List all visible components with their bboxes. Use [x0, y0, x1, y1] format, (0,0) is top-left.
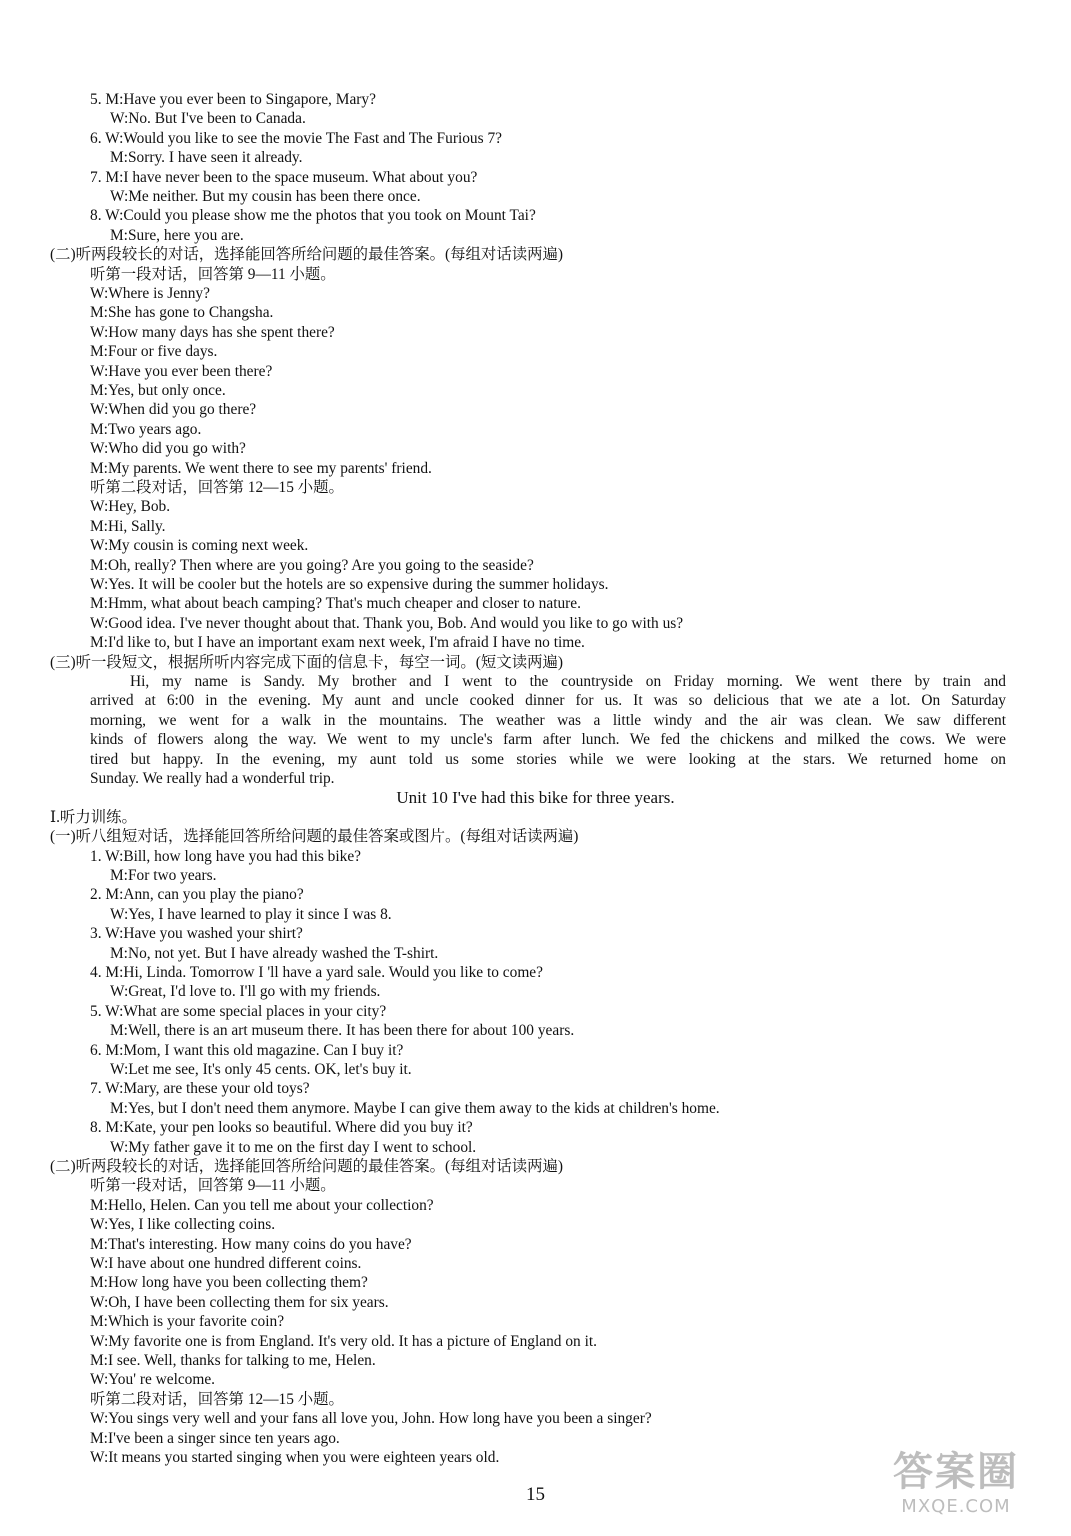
text-line: W:My cousin is coming next week. [90, 537, 309, 555]
text-line: (二)听两段较长的对话，选择能回答所给问题的最佳答案。(每组对话读两遍) [50, 1158, 564, 1175]
text-line: M:I see. Well, thanks for talking to me, Helen. [90, 1352, 376, 1369]
text-line: 3. W:Have you washed your shirt? [90, 925, 303, 943]
text-line: 2. M:Ann, can you play the piano? [90, 886, 304, 904]
text-line: 1. W:Bill, how long have you had this bike? [90, 847, 362, 865]
text-line: W:Have you ever been there? [90, 362, 273, 380]
text-line: 6. W:Would you like to see the movie The Fast and The Furious 7? [90, 129, 502, 147]
text-line: M:Hmm, what about beach camping? That's much cheaper and closer to nature. [90, 595, 581, 613]
text-line: Sunday. We really had a wonderful trip. [90, 770, 335, 787]
text-line: W:My favorite one is from England. It's very old. It has a picture of England on it. [90, 1332, 597, 1350]
text-line: W:You sings very well and your fans all love you, John. How long have you been a singer? [90, 1410, 652, 1428]
text-line: arrived at 6:00 in the evening. My aunt and uncle cooked dinner for us. It was so delicious that we ate a lot. On Saturday [90, 692, 1006, 710]
text-line: W:When did you go there? [90, 401, 257, 419]
text-line: M:I've been a singer since ten years ago. [90, 1429, 340, 1447]
text-line: (三)听一段短文，根据所听内容完成下面的信息卡，每空一词。(短文读两遍) [50, 653, 564, 671]
text-line: W:Let me see, It's only 45 cents. OK, let's buy it. [110, 1061, 412, 1078]
text-line: 7. W:Mary, are these your old toys? [90, 1080, 310, 1098]
text-line: M:For two years. [110, 867, 217, 884]
text-line: 5. M:Have you ever been to Singapore, Mary? [90, 91, 376, 108]
text-line: W:Hey, Bob. [90, 498, 171, 516]
text-line: 8. W:Could you please show me the photos that you took on Mount Tai? [90, 207, 536, 225]
text-line: W:You' re welcome. [90, 1371, 216, 1389]
text-line: M:My parents. We went there to see my parents' friend. [90, 459, 432, 477]
text-line: 8. M:Kate, your pen looks so beautiful. Where did you buy it? [90, 1119, 473, 1137]
text-line: M:Well, there is an art museum there. It has been there for about 100 years. [110, 1022, 575, 1040]
text-line: W:Where is Jenny? [90, 285, 210, 302]
text-line: tired but happy. In the evening, my aunt told us some stories while we were looking at the stars. We returned home on [90, 750, 1006, 768]
text-line: 5. W:What are some special places in your city? [90, 1002, 387, 1020]
text-line: 听第二段对话，回答第 12—15 小题。 [90, 479, 344, 496]
text-line: kinds of flowers along the way. We went to my uncle's farm after lunch. We fed the chickens and milked the cows. We were [90, 731, 1006, 749]
text-line: M:Two years ago. [90, 420, 202, 438]
text-line: 7. M:I have never been to the space museum. What about you? [90, 168, 478, 186]
text-line: M:Which is your favorite coin? [90, 1313, 285, 1331]
text-line: W:Yes. It will be cooler but the hotels are so expensive during the summer holidays. [90, 576, 609, 593]
text-line: W:Oh, I have been collecting them for six years. [90, 1293, 389, 1311]
text-line: W:Good idea. I've never thought about that. Thank you, Bob. And would you like to go with us? [90, 614, 684, 632]
text-line: W:Yes, I like collecting coins. [90, 1216, 276, 1234]
text-line: M:Sorry. I have seen it already. [110, 149, 303, 167]
text-line: 听第一段对话，回答第 9—11 小题。 [90, 265, 336, 283]
text-line: W:My father gave it to me on the first day I went to school. [110, 1138, 477, 1156]
text-line: M:Four or five days. [90, 343, 218, 361]
text-line: M:Yes, but only once. [90, 382, 226, 399]
text-line: (二)听两段较长的对话，选择能回答所给问题的最佳答案。(每组对话读两遍) [50, 246, 564, 264]
text-line: W:Yes, I have learned to play it since I was 8. [110, 905, 392, 923]
text-line: M:I'd like to, but I have an important exam next week, I'm afraid I have no time. [90, 634, 585, 652]
watermark-text-top: 答案圈 [893, 1449, 1019, 1495]
text-line: 6. M:Mom, I want this old magazine. Can I buy it? [90, 1041, 404, 1059]
text-line: W:How many days has she spent there? [90, 323, 335, 341]
text-line: 听第二段对话，回答第 12—15 小题。 [90, 1390, 344, 1408]
text-line: W:Great, I'd love to. I'll go with my friends. [110, 983, 381, 1001]
text-line: morning, we went for a walk in the mountains. The weather was a little windy and the air was clean. We saw different [90, 711, 1006, 729]
text-line: 听第一段对话，回答第 9—11 小题。 [90, 1177, 336, 1195]
text-line: W:It means you started singing when you were eighteen years old. [90, 1449, 500, 1466]
text-line: W:I have about one hundred different coins. [90, 1255, 362, 1272]
text-line: M:That's interesting. How many coins do you have? [90, 1235, 412, 1253]
text-line: W:No. But I've been to Canada. [110, 110, 306, 128]
text-line: M:How long have you been collecting them? [90, 1274, 368, 1292]
text-line: M:Yes, but I don't need them anymore. Maybe I can give them away to the kids at children's home. [110, 1099, 720, 1117]
text-line: Hi, my name is Sandy. My brother and I went to the countryside on Friday morning. We went there by train and [130, 673, 1006, 690]
text-line: Unit 10 I've had this bike for three years. [396, 788, 675, 808]
page-number: 15 [526, 1484, 545, 1506]
text-line: M:Hello, Helen. Can you tell me about your collection? [90, 1196, 434, 1214]
text-line: M:Oh, really? Then where are you going? Are you going to the seaside? [90, 556, 534, 574]
text-line: Ⅰ.听力训练。 [50, 808, 137, 826]
text-line: W:Me neither. But my cousin has been there once. [110, 188, 421, 205]
text-line: M:She has gone to Changsha. [90, 304, 274, 322]
text-line: (一)听八组短对话，选择能回答所给问题的最佳答案或图片。(每组对话读两遍) [50, 828, 579, 846]
text-line: M:Hi, Sally. [90, 517, 166, 535]
watermark-logo [871, 1448, 1041, 1528]
text-line: 4. M:Hi, Linda. Tomorrow I 'll have a yard sale. Would you like to come? [90, 964, 543, 981]
text-line: W:Who did you go with? [90, 440, 246, 458]
text-line: M:No, not yet. But I have already washed the T-shirt. [110, 944, 439, 962]
watermark-text-bottom: MXQE.COM [901, 1496, 1011, 1517]
text-line: M:Sure, here you are. [110, 226, 244, 244]
